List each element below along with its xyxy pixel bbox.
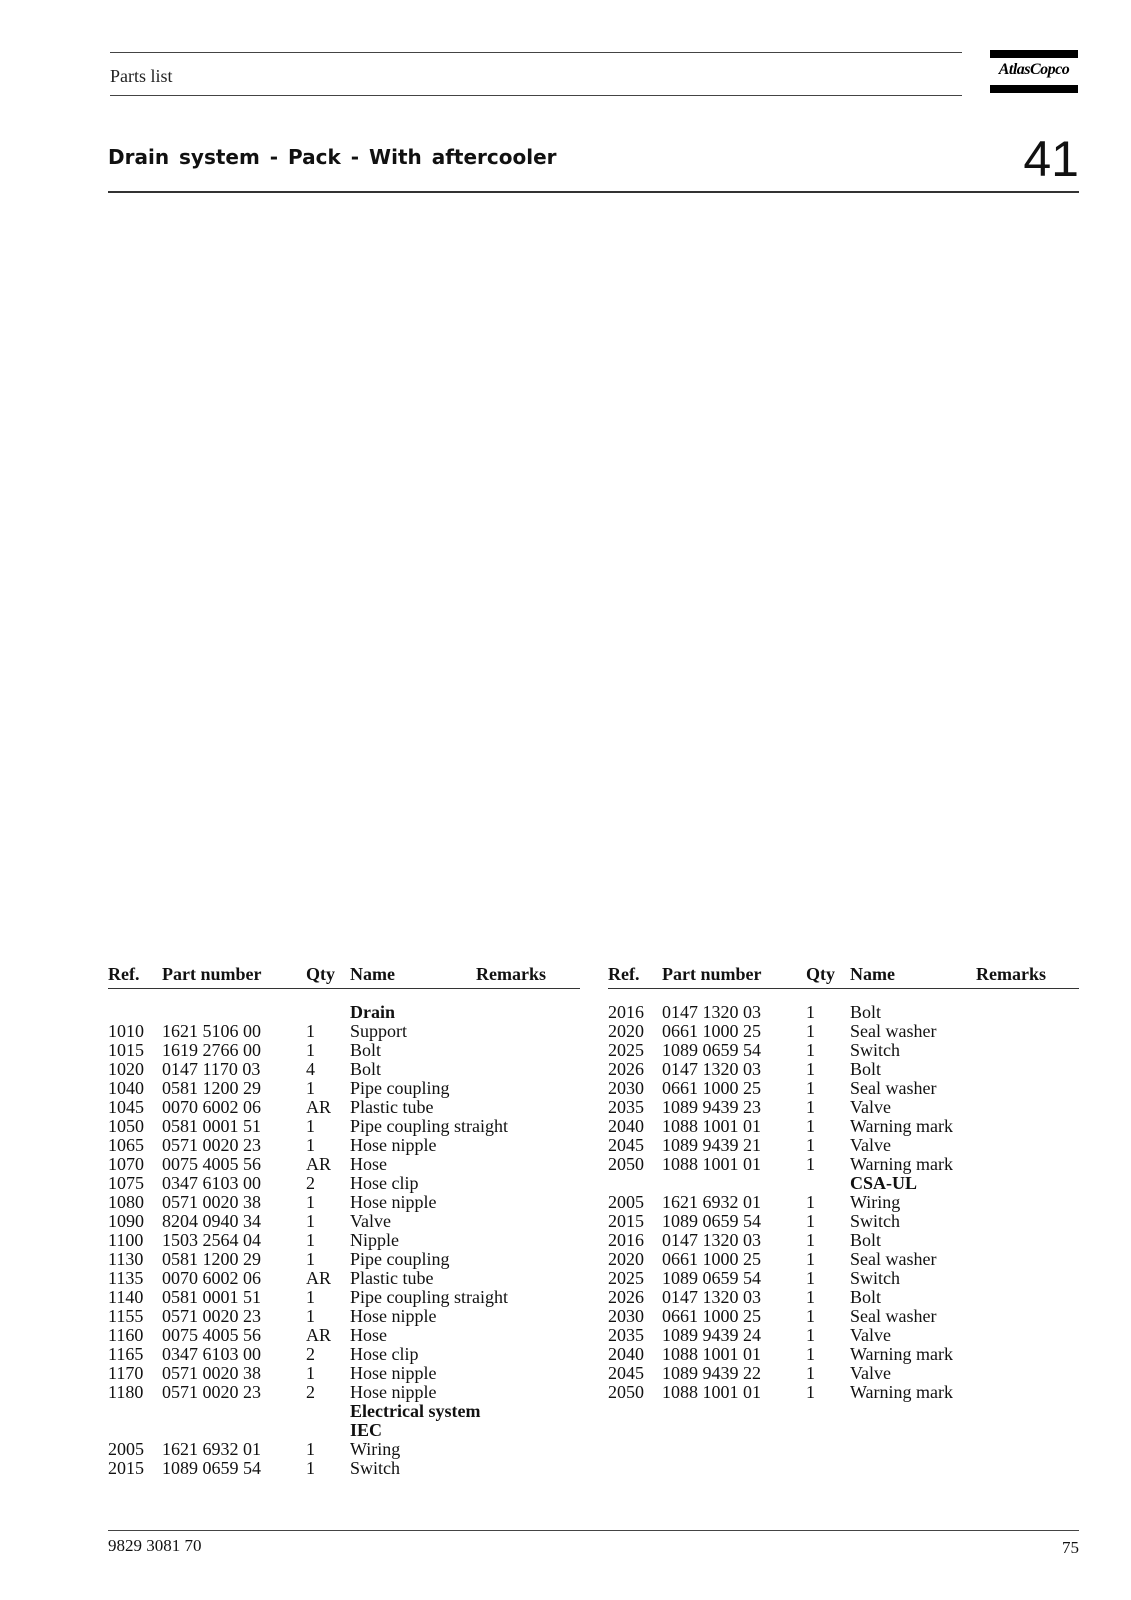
table-row bbox=[608, 1098, 1079, 1117]
name-cell: Nipple bbox=[350, 1230, 399, 1250]
part-number-cell: 1088 1001 01 bbox=[662, 1116, 761, 1136]
part-number-cell: 0581 1200 29 bbox=[162, 1249, 261, 1269]
parts-table-right bbox=[608, 962, 1079, 1402]
ref-cell: 2040 bbox=[608, 1344, 644, 1364]
table-row bbox=[108, 1174, 580, 1193]
ref-cell: 2040 bbox=[608, 1116, 644, 1136]
ref-cell: 2045 bbox=[608, 1363, 644, 1383]
ref-cell: 1065 bbox=[108, 1135, 144, 1155]
ref-cell: 2035 bbox=[608, 1097, 644, 1117]
qty-cell: 1 bbox=[806, 1268, 815, 1288]
part-number-cell: 0147 1320 03 bbox=[662, 1059, 761, 1079]
name-cell: Warning mark bbox=[850, 1154, 954, 1174]
part-number-cell: 1089 9439 21 bbox=[662, 1135, 761, 1155]
group-heading-row bbox=[108, 1003, 580, 1022]
qty-cell: 1 bbox=[806, 1363, 815, 1383]
ref-cell: 1010 bbox=[108, 1021, 144, 1041]
part-number-cell: 0075 4005 56 bbox=[162, 1325, 261, 1345]
table-row bbox=[108, 1022, 580, 1041]
part-number-cell: 1089 0659 54 bbox=[662, 1211, 761, 1231]
col-remarks-header: Remarks bbox=[476, 964, 546, 984]
ref-cell: 1080 bbox=[108, 1192, 144, 1212]
table-row bbox=[608, 1003, 1079, 1022]
table-row bbox=[608, 1212, 1079, 1231]
page-number: 75 bbox=[1062, 1538, 1079, 1557]
name-cell: Bolt bbox=[850, 1287, 882, 1307]
name-cell: Seal washer bbox=[850, 1306, 937, 1326]
ref-cell: 2025 bbox=[608, 1268, 644, 1288]
group-heading: Electrical system bbox=[350, 1401, 481, 1421]
table-row bbox=[108, 1155, 580, 1174]
name-cell: Hose clip bbox=[350, 1173, 419, 1193]
table-row bbox=[608, 1117, 1079, 1136]
name-cell: Warning mark bbox=[850, 1344, 954, 1364]
name-cell: Switch bbox=[850, 1268, 901, 1288]
name-cell: Valve bbox=[850, 1097, 891, 1117]
table-header bbox=[108, 962, 580, 989]
ref-cell: 2035 bbox=[608, 1325, 644, 1345]
ref-cell: 1075 bbox=[108, 1173, 144, 1193]
name-cell: Pipe coupling straight bbox=[350, 1287, 508, 1307]
group-heading-row bbox=[108, 1421, 580, 1440]
table-row bbox=[608, 1326, 1079, 1345]
part-number-cell: 1621 6932 01 bbox=[662, 1192, 761, 1212]
table-row bbox=[108, 1345, 580, 1364]
col-name-header: Name bbox=[850, 964, 895, 984]
part-number-cell: 0581 1200 29 bbox=[162, 1078, 261, 1098]
part-number-cell: 0347 6103 00 bbox=[162, 1344, 261, 1364]
footer-rule bbox=[108, 1530, 1079, 1531]
table-row bbox=[608, 1136, 1079, 1155]
ref-cell: 2015 bbox=[108, 1458, 144, 1478]
part-number-cell: 1621 5106 00 bbox=[162, 1021, 261, 1041]
qty-cell: 1 bbox=[806, 1116, 815, 1136]
table-row bbox=[108, 1364, 580, 1383]
table-row bbox=[608, 1231, 1079, 1250]
part-number-cell: 0661 1000 25 bbox=[662, 1249, 761, 1269]
name-cell: Seal washer bbox=[850, 1249, 937, 1269]
qty-cell: 1 bbox=[306, 1116, 315, 1136]
section-number: 41 bbox=[1023, 131, 1079, 187]
part-number-cell: 0347 6103 00 bbox=[162, 1173, 261, 1193]
table-row bbox=[108, 1269, 580, 1288]
qty-cell: 1 bbox=[806, 1154, 815, 1174]
part-number-cell: 1089 9439 22 bbox=[662, 1363, 761, 1383]
qty-cell: 1 bbox=[806, 1382, 815, 1402]
name-cell: Hose bbox=[350, 1154, 387, 1174]
col-ref-header: Ref. bbox=[108, 964, 140, 984]
name-cell: Bolt bbox=[350, 1059, 382, 1079]
part-number-cell: 0661 1000 25 bbox=[662, 1078, 761, 1098]
part-number-cell: 0147 1320 03 bbox=[662, 1230, 761, 1250]
section-title: Drain system - Pack - With aftercooler bbox=[108, 145, 557, 169]
table-row bbox=[108, 1060, 580, 1079]
table-row bbox=[108, 1212, 580, 1231]
qty-cell: 1 bbox=[806, 1306, 815, 1326]
name-cell: Bolt bbox=[850, 1230, 882, 1250]
title-rule bbox=[108, 191, 1079, 193]
table-row bbox=[108, 1079, 580, 1098]
ref-cell: 2045 bbox=[608, 1135, 644, 1155]
qty-cell: 2 bbox=[306, 1344, 315, 1364]
name-cell: Valve bbox=[850, 1135, 891, 1155]
ref-cell: 2015 bbox=[608, 1211, 644, 1231]
qty-cell: 1 bbox=[306, 1287, 315, 1307]
qty-cell: 1 bbox=[806, 1192, 815, 1212]
logo-top-bar bbox=[990, 50, 1078, 58]
name-cell: Switch bbox=[850, 1040, 901, 1060]
ref-cell: 1155 bbox=[108, 1306, 144, 1326]
table-row bbox=[608, 1041, 1079, 1060]
ref-cell: 1050 bbox=[108, 1116, 144, 1136]
table-row bbox=[608, 1288, 1079, 1307]
part-number-cell: 0147 1170 03 bbox=[162, 1059, 261, 1079]
table-row bbox=[108, 1326, 580, 1345]
parts-table-left bbox=[108, 962, 580, 1478]
qty-cell: 1 bbox=[806, 1002, 815, 1022]
name-cell: Hose nipple bbox=[350, 1363, 437, 1383]
part-number-cell: 1089 0659 54 bbox=[662, 1268, 761, 1288]
col-qty-header: Qty bbox=[306, 964, 335, 984]
qty-cell: 1 bbox=[306, 1078, 315, 1098]
qty-cell: 1 bbox=[806, 1078, 815, 1098]
name-cell: Pipe coupling bbox=[350, 1078, 450, 1098]
ref-cell: 2020 bbox=[608, 1021, 644, 1041]
ref-cell: 1180 bbox=[108, 1382, 144, 1402]
part-number-cell: 1088 1001 01 bbox=[662, 1382, 761, 1402]
name-cell: Hose nipple bbox=[350, 1382, 437, 1402]
qty-cell: 1 bbox=[806, 1211, 815, 1231]
table-body bbox=[108, 1003, 580, 1478]
name-cell: Valve bbox=[850, 1363, 891, 1383]
qty-cell: 1 bbox=[306, 1439, 315, 1459]
table-row bbox=[108, 1136, 580, 1155]
ref-cell: 1130 bbox=[108, 1249, 144, 1269]
name-cell: Seal washer bbox=[850, 1021, 937, 1041]
table-row bbox=[108, 1117, 580, 1136]
header-label: Parts list bbox=[110, 66, 173, 86]
ref-cell: 1040 bbox=[108, 1078, 144, 1098]
col-remarks-header: Remarks bbox=[976, 964, 1046, 984]
part-number-cell: 1089 9439 23 bbox=[662, 1097, 761, 1117]
ref-cell: 2030 bbox=[608, 1306, 644, 1326]
ref-cell: 1020 bbox=[108, 1059, 144, 1079]
ref-cell: 1135 bbox=[108, 1268, 144, 1288]
header-bottom-rule bbox=[110, 95, 962, 96]
group-heading-row bbox=[608, 1174, 1079, 1193]
group-heading: CSA-UL bbox=[850, 1173, 918, 1193]
ref-cell: 2005 bbox=[608, 1192, 644, 1212]
header-top-rule bbox=[110, 52, 962, 53]
ref-cell: 2025 bbox=[608, 1040, 644, 1060]
part-number-cell: 1088 1001 01 bbox=[662, 1154, 761, 1174]
qty-cell: 4 bbox=[306, 1059, 315, 1079]
document-number: 9829 3081 70 bbox=[108, 1536, 202, 1555]
qty-cell: 2 bbox=[306, 1173, 315, 1193]
name-cell: Valve bbox=[850, 1325, 891, 1345]
part-number-cell: 0571 0020 38 bbox=[162, 1192, 261, 1212]
qty-cell: AR bbox=[306, 1268, 332, 1288]
part-number-cell: 0571 0020 23 bbox=[162, 1306, 261, 1326]
qty-cell: 1 bbox=[806, 1040, 815, 1060]
ref-cell: 1165 bbox=[108, 1344, 144, 1364]
group-heading-row bbox=[108, 1402, 580, 1421]
part-number-cell: 0581 0001 51 bbox=[162, 1116, 261, 1136]
qty-cell: 2 bbox=[306, 1382, 315, 1402]
table-row bbox=[608, 1155, 1079, 1174]
ref-cell: 2050 bbox=[608, 1382, 644, 1402]
qty-cell: 1 bbox=[306, 1249, 315, 1269]
col-part-number-header: Part number bbox=[662, 964, 762, 984]
ref-cell: 1100 bbox=[108, 1230, 144, 1250]
qty-cell: 1 bbox=[806, 1135, 815, 1155]
ref-cell: 1070 bbox=[108, 1154, 144, 1174]
part-number-cell: 0147 1320 03 bbox=[662, 1287, 761, 1307]
ref-cell: 1170 bbox=[108, 1363, 144, 1383]
part-number-cell: 0571 0020 23 bbox=[162, 1382, 261, 1402]
table-row bbox=[608, 1364, 1079, 1383]
table-row bbox=[108, 1098, 580, 1117]
name-cell: Bolt bbox=[850, 1059, 882, 1079]
name-cell: Valve bbox=[350, 1211, 391, 1231]
ref-cell: 1045 bbox=[108, 1097, 144, 1117]
qty-cell: 1 bbox=[806, 1059, 815, 1079]
table-row bbox=[108, 1383, 580, 1402]
part-number-cell: 1088 1001 01 bbox=[662, 1344, 761, 1364]
atlas-copco-logo bbox=[990, 50, 1078, 94]
table-body bbox=[608, 1003, 1079, 1402]
col-ref-header: Ref. bbox=[608, 964, 640, 984]
part-number-cell: 1619 2766 00 bbox=[162, 1040, 261, 1060]
qty-cell: 1 bbox=[306, 1363, 315, 1383]
ref-cell: 2026 bbox=[608, 1059, 644, 1079]
part-number-cell: 0661 1000 25 bbox=[662, 1306, 761, 1326]
name-cell: Pipe coupling bbox=[350, 1249, 450, 1269]
table-row bbox=[608, 1307, 1079, 1326]
qty-cell: 1 bbox=[306, 1211, 315, 1231]
part-number-cell: 0075 4005 56 bbox=[162, 1154, 261, 1174]
ref-cell: 2050 bbox=[608, 1154, 644, 1174]
qty-cell: 1 bbox=[306, 1040, 315, 1060]
table-row bbox=[108, 1459, 580, 1478]
table-header bbox=[608, 962, 1079, 989]
table-row bbox=[608, 1250, 1079, 1269]
table-row bbox=[608, 1345, 1079, 1364]
qty-cell: AR bbox=[306, 1097, 332, 1117]
table-row bbox=[108, 1041, 580, 1060]
qty-cell: 1 bbox=[806, 1325, 815, 1345]
name-cell: Hose clip bbox=[350, 1344, 419, 1364]
group-heading: Drain bbox=[350, 1002, 395, 1022]
name-cell: Support bbox=[350, 1021, 408, 1041]
name-cell: Warning mark bbox=[850, 1116, 954, 1136]
part-number-cell: 0070 6002 06 bbox=[162, 1268, 261, 1288]
name-cell: Plastic tube bbox=[350, 1268, 434, 1288]
col-part-number-header: Part number bbox=[162, 964, 262, 984]
table-row bbox=[608, 1060, 1079, 1079]
name-cell: Seal washer bbox=[850, 1078, 937, 1098]
table-row bbox=[608, 1079, 1079, 1098]
qty-cell: 1 bbox=[806, 1344, 815, 1364]
col-qty-header: Qty bbox=[806, 964, 835, 984]
logo-wordmark: AtlasCopco bbox=[998, 61, 1070, 78]
qty-cell: 1 bbox=[806, 1287, 815, 1307]
ref-cell: 1015 bbox=[108, 1040, 144, 1060]
part-number-cell: 0581 0001 51 bbox=[162, 1287, 261, 1307]
qty-cell: 1 bbox=[306, 1192, 315, 1212]
name-cell: Switch bbox=[850, 1211, 901, 1231]
ref-cell: 2016 bbox=[608, 1002, 644, 1022]
name-cell: Hose nipple bbox=[350, 1135, 437, 1155]
table-row bbox=[108, 1250, 580, 1269]
table-row bbox=[608, 1022, 1079, 1041]
name-cell: Switch bbox=[350, 1458, 401, 1478]
qty-cell: 1 bbox=[806, 1097, 815, 1117]
logo-bottom-bar bbox=[990, 85, 1078, 93]
ref-cell: 2026 bbox=[608, 1287, 644, 1307]
qty-cell: 1 bbox=[806, 1249, 815, 1269]
qty-cell: 1 bbox=[306, 1230, 315, 1250]
part-number-cell: 1503 2564 04 bbox=[162, 1230, 261, 1250]
name-cell: Hose nipple bbox=[350, 1306, 437, 1326]
part-number-cell: 1089 0659 54 bbox=[162, 1458, 261, 1478]
table-row bbox=[108, 1288, 580, 1307]
part-number-cell: 0661 1000 25 bbox=[662, 1021, 761, 1041]
part-number-cell: 0070 6002 06 bbox=[162, 1097, 261, 1117]
ref-cell: 2030 bbox=[608, 1078, 644, 1098]
name-cell: Wiring bbox=[350, 1439, 401, 1459]
table-row bbox=[108, 1231, 580, 1250]
table-row bbox=[108, 1307, 580, 1326]
ref-cell: 1140 bbox=[108, 1287, 144, 1307]
qty-cell: 1 bbox=[806, 1230, 815, 1250]
table-row bbox=[108, 1440, 580, 1459]
qty-cell: AR bbox=[306, 1325, 332, 1345]
part-number-cell: 0147 1320 03 bbox=[662, 1002, 761, 1022]
qty-cell: 1 bbox=[806, 1021, 815, 1041]
qty-cell: 1 bbox=[306, 1021, 315, 1041]
part-number-cell: 8204 0940 34 bbox=[162, 1211, 261, 1231]
ref-cell: 1160 bbox=[108, 1325, 144, 1345]
ref-cell: 1090 bbox=[108, 1211, 144, 1231]
name-cell: Hose nipple bbox=[350, 1192, 437, 1212]
qty-cell: AR bbox=[306, 1154, 332, 1174]
ref-cell: 2016 bbox=[608, 1230, 644, 1250]
name-cell: Hose bbox=[350, 1325, 387, 1345]
table-row bbox=[608, 1193, 1079, 1212]
name-cell: Warning mark bbox=[850, 1382, 954, 1402]
qty-cell: 1 bbox=[306, 1306, 315, 1326]
name-cell: Wiring bbox=[850, 1192, 901, 1212]
qty-cell: 1 bbox=[306, 1135, 315, 1155]
name-cell: Bolt bbox=[850, 1002, 882, 1022]
ref-cell: 2020 bbox=[608, 1249, 644, 1269]
qty-cell: 1 bbox=[306, 1458, 315, 1478]
name-cell: Plastic tube bbox=[350, 1097, 434, 1117]
col-name-header: Name bbox=[350, 964, 395, 984]
ref-cell: 2005 bbox=[108, 1439, 144, 1459]
name-cell: Bolt bbox=[350, 1040, 382, 1060]
part-number-cell: 1089 0659 54 bbox=[662, 1040, 761, 1060]
part-number-cell: 0571 0020 38 bbox=[162, 1363, 261, 1383]
part-number-cell: 1089 9439 24 bbox=[662, 1325, 761, 1345]
part-number-cell: 0571 0020 23 bbox=[162, 1135, 261, 1155]
table-row bbox=[608, 1269, 1079, 1288]
group-heading: IEC bbox=[350, 1420, 383, 1440]
name-cell: Pipe coupling straight bbox=[350, 1116, 508, 1136]
table-row bbox=[608, 1383, 1079, 1402]
table-row bbox=[108, 1193, 580, 1212]
part-number-cell: 1621 6932 01 bbox=[162, 1439, 261, 1459]
